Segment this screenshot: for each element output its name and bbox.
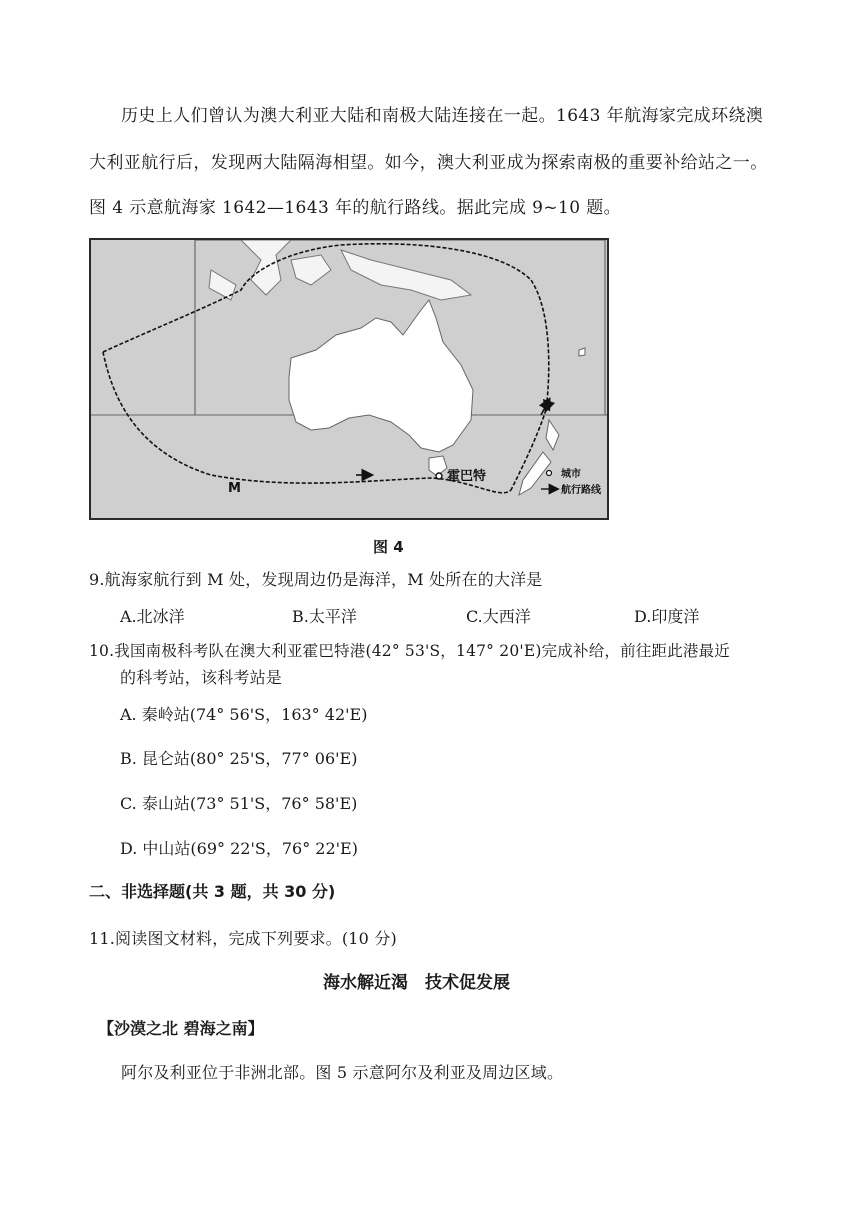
q9-option-d: D.印度洋 — [634, 607, 700, 626]
route-map-svg — [91, 240, 607, 518]
body-paragraph: 阿尔及利亚位于非洲北部。图 5 示意阿尔及利亚及周边区域。 — [121, 1063, 564, 1082]
label-hobart: 霍巴特 — [447, 469, 487, 484]
q10-option-c: C. 泰山站(73° 51'S，76° 58'E) — [120, 794, 358, 813]
section-heading: 二、非选择题(共 3 题，共 30 分) — [89, 882, 336, 901]
island-new-guinea — [341, 250, 471, 300]
q10-option-a: A. 秦岭站(74° 56'S，163° 42'E) — [120, 705, 368, 724]
q10-option-b: B. 昆仑站(80° 25'S，77° 06'E) — [120, 749, 358, 768]
q9-option-a: A.北冰洋 — [120, 607, 185, 626]
intro-line-2: 大利亚航行后，发现两大陆隔海相望。如今，澳大利亚成为探索南极的重要补给站之一。 — [89, 153, 768, 173]
island-borneo — [241, 240, 291, 295]
q9-option-b: B.太平洋 — [292, 607, 357, 626]
nz-north-island — [546, 420, 559, 450]
intro-line-1: 历史上人们曾认为澳大利亚大陆和南极大陆连接在一起。1643 年航海家完成环绕澳 — [121, 106, 764, 126]
hobart-city-marker — [436, 473, 442, 479]
island-java — [209, 270, 236, 300]
q11-stem: 11.阅读图文材料，完成下列要求。(10 分) — [89, 929, 397, 948]
small-island — [579, 348, 585, 356]
route-map — [89, 238, 609, 520]
island-sulawesi — [291, 255, 331, 285]
q10-option-d: D. 中山站(69° 22'S，76° 22'E) — [120, 839, 358, 858]
legend-route-label: 航行路线 — [561, 485, 601, 496]
article-title: 海水解近渴 技术促发展 — [323, 973, 510, 993]
intro-line-3: 图 4 示意航海家 1642—1643 年的航行路线。据此完成 9~10 题。 — [89, 198, 622, 218]
label-m: M — [228, 481, 241, 496]
legend-city-label: 城市 — [561, 469, 581, 480]
australia-landmass — [289, 300, 473, 452]
q10-stem-line-1: 10.我国南极科考队在澳大利亚霍巴特港(42° 53'S，147° 20'E)完成补给，前往距此港最近 — [89, 642, 731, 660]
figure-caption: 图 4 — [373, 538, 404, 556]
subheading: 【沙漠之北 碧海之南】 — [98, 1019, 264, 1038]
q9-stem: 9.航海家航行到 M 处，发现周边仍是海洋，M 处所在的大洋是 — [89, 570, 543, 589]
q9-option-c: C.大西洋 — [466, 607, 531, 626]
legend-city-icon — [547, 471, 552, 476]
q10-stem-line-2: 的科考站，该科考站是 — [120, 668, 283, 687]
